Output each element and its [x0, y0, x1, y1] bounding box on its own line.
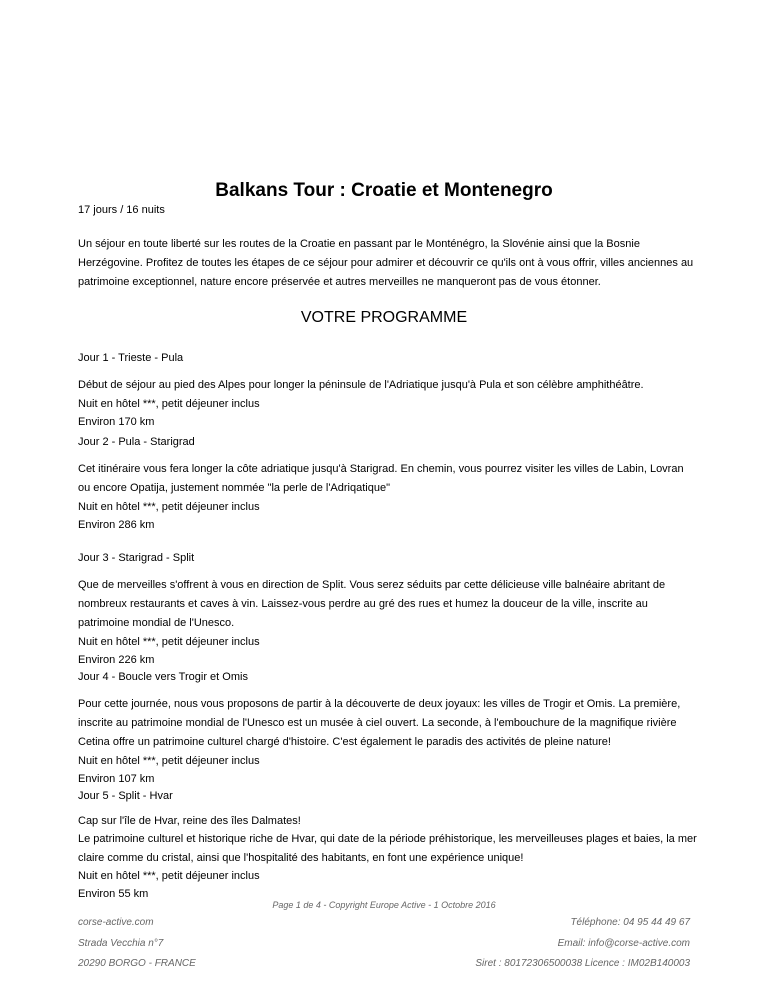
day-distance: Environ 107 km — [78, 773, 155, 785]
footer-contact-info — [475, 913, 690, 975]
day-title: Jour 1 - Trieste - Pula — [78, 352, 184, 364]
day-hotel: Nuit en hôtel ***, petit déjeuner inclus — [78, 755, 260, 767]
day-hotel: Nuit en hôtel ***, petit déjeuner inclus — [78, 501, 260, 513]
footer-website: corse-active.com — [78, 917, 154, 928]
day-block-1 — [78, 351, 698, 431]
day-description: Le patrimoine culturel et historique riche de Hvar, qui date de la période préhistorique, les merveilleuses plages et baies, la mer claire comme du cristal, ainsi que l'hospitalité des habitants, en font une expérience unique! — [78, 833, 697, 864]
day-block-3 — [78, 551, 698, 669]
day-block-4 — [78, 670, 698, 788]
trip-duration: 17 jours / 16 nuits — [78, 204, 165, 216]
day-hotel: Nuit en hôtel ***, petit déjeuner inclus — [78, 870, 260, 882]
footer-street-address: Strada Vecchia n°7 — [78, 937, 164, 949]
day-title: Jour 5 - Split - Hvar — [78, 790, 173, 802]
day-description: Que de merveilles s'offrent à vous en direction de Split. Vous serez séduits par cette délicieuse ville balnéaire abritant de nombreux restaurants et caves à vin. Laissez-vous perdre au gré des rues et humez la douceur de la ville, inscrite au patrimoine mondial de l'Unesco. — [78, 579, 666, 629]
day-title: Jour 2 - Pula - Starigrad — [78, 436, 195, 448]
day-distance: Environ 55 km — [78, 888, 149, 900]
day-hotel: Nuit en hôtel ***, petit déjeuner inclus — [78, 398, 260, 410]
day-distance: Environ 170 km — [78, 416, 155, 428]
footer-email: Email: info@corse-active.com — [557, 937, 690, 949]
day-distance: Environ 286 km — [78, 519, 155, 531]
day-hotel: Nuit en hôtel ***, petit déjeuner inclus — [78, 636, 260, 648]
day-block-2 — [78, 435, 698, 534]
day-description: Début de séjour au pied des Alpes pour longer la péninsule de l'Adriatique jusqu'à Pula et son célèbre amphithéâtre. — [78, 379, 644, 391]
section-title-programme: VOTRE PROGRAMME — [300, 309, 468, 326]
footer-phone: Téléphone: 04 95 44 49 67 — [570, 917, 690, 928]
footer-siret-licence: Siret : 80172306500038 Licence : IM02B140003 — [475, 958, 690, 969]
day-block-5 — [78, 789, 698, 903]
day-description: Cet itinéraire vous fera longer la côte adriatique jusqu'à Starigrad. En chemin, vous pourrez visiter les villes de Labin, Lovran ou encore Opatija, justement nommée "la perle de l'Adriqatique" — [78, 463, 684, 494]
day-intro-line: Cap sur l'île de Hvar, reine des îles Dalmates! — [78, 815, 301, 827]
intro-paragraph: Un séjour en toute liberté sur les routes de la Croatie en passant par le Monténégro, la Slovénie ainsi que la Bosnie Herzégovine. Profitez de toutes les étapes de ce séjour pour admirer et découvrir ce qu'ils ont à vous offrir, villes anciennes au patrimoine exceptionnel, nature encore préservée et autres merveilles ne manqueront pas de vous étonner. — [78, 238, 694, 288]
footer-page-info: Page 1 de 4 - Copyright Europe Active - 1 Octobre 2016 — [272, 900, 496, 910]
day-description: Pour cette journée, nous vous proposons de partir à la découverte de deux joyaux: les villes de Trogir et Omis. La première, inscrite au patrimoine mondial de l'Unesco est un musée à ciel ouvert. La seconde, à l'embouchure de la magnifique rivière Cetina offre un patrimoine culturel chargé d'histoire. C'est également le paradis des activités de pleine nature! — [78, 698, 681, 748]
page-title: Balkans Tour : Croatie et Montenegro — [215, 180, 553, 201]
day-distance: Environ 226 km — [78, 654, 155, 666]
footer-city-address: 20290 BORGO - FRANCE — [78, 958, 196, 969]
day-title: Jour 3 - Starigrad - Split — [78, 552, 195, 564]
day-title: Jour 4 - Boucle vers Trogir et Omis — [78, 671, 248, 683]
footer-company-info — [78, 913, 196, 975]
